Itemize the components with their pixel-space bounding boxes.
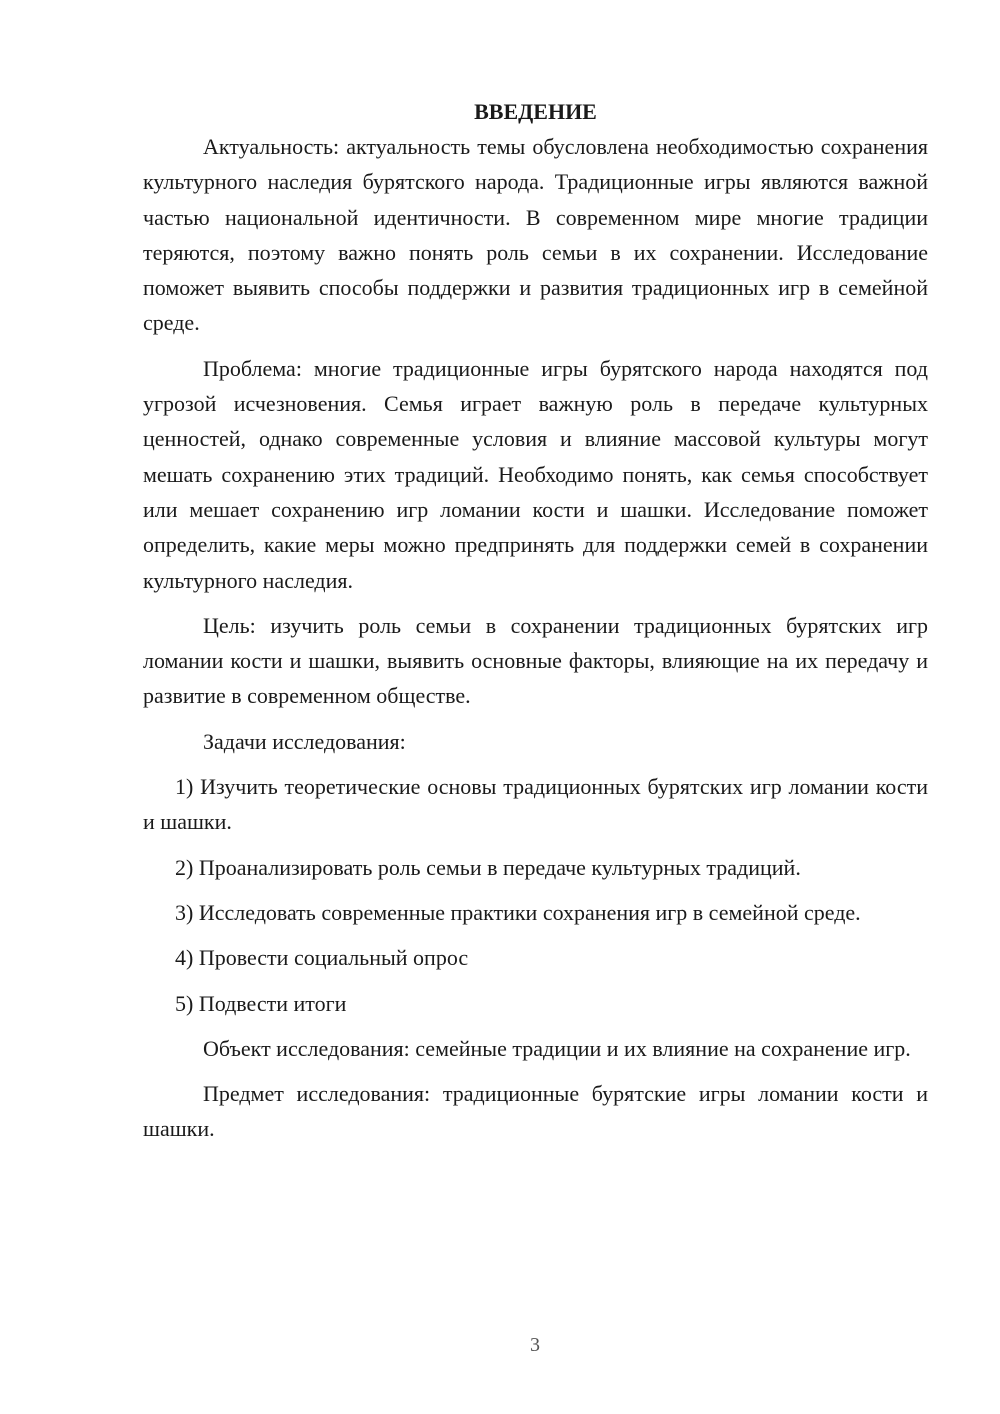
spacer [143,1066,928,1076]
spacer [143,885,928,895]
document-title: ВВЕДЕНИЕ [474,99,597,124]
task-item-4: 4) Провести социальный опрос [175,945,469,971]
paragraph-problem: Проблема: многие традиционные игры бурятского народа находятся под угрозой исчезновения. Семья играет важную роль в передаче культурных ценностей, однако современные условия и влияние массовой культуры могут мешать сохранению этих традиций. Необходимо понять, как семья способствует или мешает сохранению игр ломании кости и шашки. Исследование поможет определить, какие меры можно предпринять для поддержки семей в сохранении культурного наследия. [143,355,928,593]
task-item-3: 3) Исследовать современные практики сохранения игр в семейной среде. [175,899,861,925]
spacer [143,930,928,940]
spacer [143,341,928,351]
paragraph-relevance: Актуальность: актуальность темы обусловлена необходимостью сохранения культурного наследия бурятского народа. Традиционные игры являются важной частью национальной идентичности. В современном мире многие традиции теряются, поэтому важно понять роль семьи в их сохранении. Исследование поможет выявить способы поддержки и развития традиционных игр в семейной среде. [143,134,928,336]
paragraph-goal: Цель: изучить роль семьи в сохранении традиционных бурятских игр ломании кости и шашки, выявить основные факторы, влияющие на их передачу и развитие в современном обществе. [143,612,928,709]
spacer [143,1021,928,1031]
page-number: 3 [530,1334,540,1356]
task-item-2: 2) Проанализировать роль семьи в передаче культурных традиций. [175,854,801,880]
document-body [143,94,928,1147]
paragraph-object: Объект исследования: семейные традиции и их влияние на сохранение игр. [203,1035,911,1061]
paragraph-subject: Предмет исследования: традиционные бурятские игры ломании кости и шашки. [143,1081,928,1142]
spacer [143,840,928,850]
spacer [143,759,928,769]
spacer [143,598,928,608]
spacer [143,714,928,724]
task-item-1: 1) Изучить теоретические основы традиционных бурятских игр ломании кости и шашки. [143,774,928,835]
task-item-5: 5) Подвести итоги [175,990,347,1016]
spacer [143,976,928,986]
tasks-heading: Задачи исследования: [203,728,406,754]
